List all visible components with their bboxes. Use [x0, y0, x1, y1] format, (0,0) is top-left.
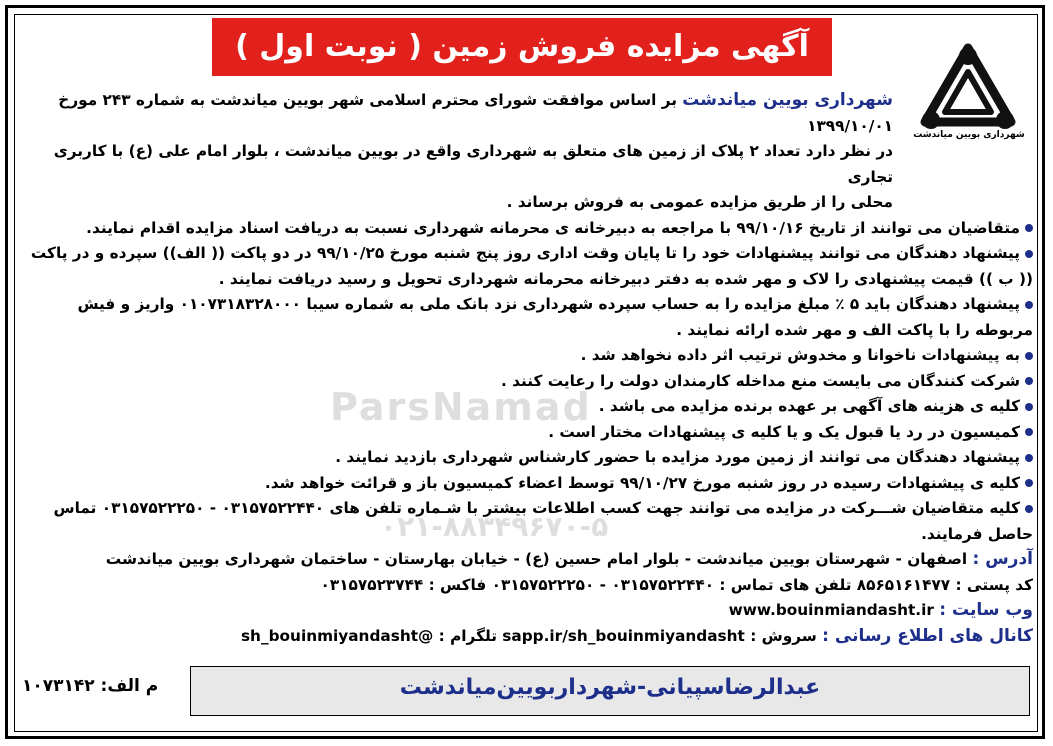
website-line	[20, 598, 1033, 624]
signature: عبدالرضاسپیانی-شهرداربویین‌میاندشت	[399, 675, 821, 700]
list-item: پیشنهاد دهندگان باید ۵ ٪ مبلغ مزایده را به حساب سپرده شهرداری نزد بانک ملی به شماره سیبا ۰۱۰۷۳۱۸۳۲۸۰۰۰ واریز و فیش مربوطه را با پاکت الف و مهر شده ارائه نمایند .	[77, 295, 1033, 339]
watermark: ParsNamad	[330, 385, 592, 429]
intro-line-2: در نظر دارد تعداد ۲ پلاک از زمین های متعلق به شهرداری واقع در بویین میاندشت ، بلوار امام علی (ع) با کاربری تجاری	[53, 142, 893, 186]
bullet-icon	[1025, 505, 1033, 513]
intro-line-1: شهرداری بویین میاندشت بر اساس موافقت شورای محترم اسلامی شهر بویین میاندشت به شماره ۲۴۳ مورخ ۱۳۹۹/۱۰/۰۱	[58, 90, 893, 135]
list-item: کلیه ی هزینه های آگهی بر عهده برنده مزایده می باشد .	[20, 394, 1033, 420]
list-item: به پیشنهادات ناخوانا و مخدوش ترتیب اثر داده نخواهد شد .	[20, 343, 1033, 369]
website-label: وب سایت :	[939, 600, 1033, 620]
website-link[interactable]: www.bouinmiandasht.ir	[728, 601, 934, 619]
address-line: آدرس : اصفهان - شهرستان بویین میاندشت - بلوار امام حسین (ع) - خیابان بهارستان - ساختمان شهرداری بویین میاندشت	[105, 549, 1033, 569]
list-item: پیشنهاد دهندگان می توانند از زمین مورد مزایده با حضور کارشناس شهرداری بازدید نمایند .	[20, 445, 1033, 471]
channels-value[interactable]: سروش : sapp.ir/sh_bouinmiyandasht تلگرام : @sh_bouinmiyandasht	[240, 626, 823, 645]
channels-label: کانال های اطلاع رسانی :	[822, 625, 1033, 646]
intro-line-3: محلی را از طریق مزایده عمومی به فروش برساند .	[506, 193, 893, 211]
list-item: کلیه متقاضیان شـــرکت در مزایده می توانند جهت کسب اطلاعات بیشتر با شـماره تلفن های ۰۳۱۵۷۵۲۲۴۴۰ - ۰۳۱۵۷۵۲۲۲۵۰ تماس حاصل فرمایند.	[53, 499, 1033, 543]
ad-body	[20, 88, 1033, 649]
bullet-icon	[1025, 428, 1033, 436]
bullet-icon	[1025, 250, 1033, 258]
bullet-icon	[1025, 352, 1033, 360]
list-item: پیشنهاد دهندگان می توانند پیشنهادات خود را تا پایان وقت اداری روز پنج شنبه مورخ ۹۹/۱۰/۲۵ در دو پاکت (( الف)) سپرده و در پاکت (( ب )) قیمت پیشنهادی را لاک و مهر شده به دفتر دبیرخانه محرمانه شهرداری تحویل و رسید دریافت نمایند .	[30, 244, 1033, 288]
logo-caption: شهرداری بویین میاندشت	[913, 130, 1025, 140]
ad-reference-number: م الف: ۱۰۷۳۱۴۲	[22, 676, 159, 696]
bullet-icon	[1025, 224, 1033, 232]
bullet-icon	[1025, 301, 1033, 309]
bullet-icon	[1025, 403, 1033, 411]
list-item: شرکت کنندگان می بایست منع مداخله کارمندان دولت را رعایت کنند .	[20, 369, 1033, 395]
bullet-icon	[1025, 454, 1033, 462]
ad-title: آگهی مزایده فروش زمین ( نوبت اول )	[212, 18, 832, 76]
watermark-phone: ۰۲۱-۸۸۳۴۹۶۷۰-۵	[380, 510, 609, 543]
signature-box	[190, 666, 1030, 716]
bullet-icon	[1025, 377, 1033, 385]
intro-org: شهرداری بویین میاندشت	[682, 90, 893, 110]
channels-line	[20, 624, 1033, 650]
list-item: کلیه ی پیشنهادات رسیده در روز شنبه مورخ ۹۹/۱۰/۲۷ توسط اعضاء کمیسیون باز و قرائت خواهد شد.	[20, 471, 1033, 497]
bullet-icon	[1025, 479, 1033, 487]
address-label: آدرس :	[972, 549, 1033, 569]
contact-line: کد پستی : ۸۵۶۵۱۶۱۴۷۷ تلفن های تماس : ۰۳۱۵۷۵۲۲۴۴۰ - ۰۳۱۵۷۵۲۲۲۵۰ فاکس : ۰۳۱۵۷۵۲۳۷۴۴	[320, 575, 1033, 594]
list-item: کمیسیون در رد یا قبول یک و یا کلیه ی پیشنهادات مختار است .	[20, 420, 1033, 446]
list-item: متقاضیان می توانند از تاریخ ۹۹/۱۰/۱۶ با مراجعه به دبیرخانه ی محرمانه شهرداری نسبت به دریافت اسناد مزایده اقدام نمایند.	[20, 216, 1033, 242]
